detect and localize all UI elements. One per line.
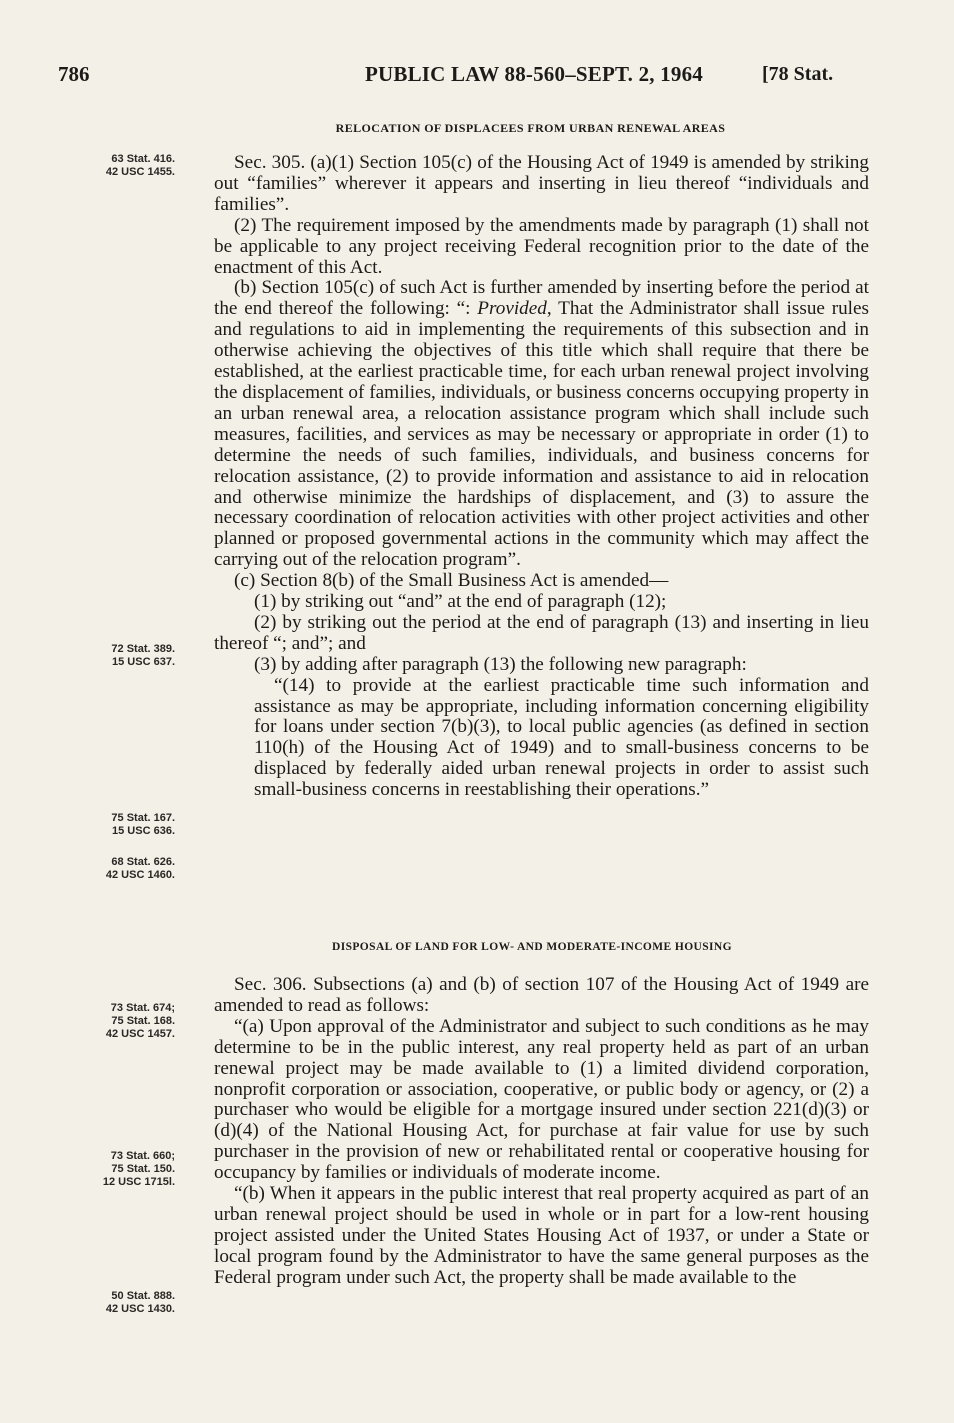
section-heading-disposal: DISPOSAL OF LAND FOR LOW- AND MODERATE-INCOME HOUSING bbox=[332, 941, 732, 953]
paragraph-306-a: “(a) Upon approval of the Administrator and subject to such conditions as he may determine to be in the public interest, any real property held as part of an urban renewal project may be made available to (1) a limited dividend corporation, nonprofit corporation or association, cooperative, or public body or agency, or (2) a purchaser who would be eligible for a mortgage insured under section 221(d)(3) or (d)(4) of the National Housing Act, for purchase at fair value for use by such purchaser in the provision of new or rehabilitated rental or cooperative housing for occupancy by families or individuals of moderate income. bbox=[214, 1015, 869, 1184]
margin-note-3: 75 Stat. 167. 15 USC 636. bbox=[111, 812, 175, 837]
paragraph-305-b-rest: , That the Administrator shall issue rules and regulations to aid in implementing the requirements of this subsection and in otherwise achieving the objectives of this title which shall require that there be established, at the earliest practicable time, for each urban renewal project involving the displacement of families, individuals, or business concerns occupying property in an urban renewal area, a relocation assistance program which shall include such measures, facilities, and services as may be necessary or appropriate in order (1) to determine the needs of such families, individuals, and business concerns for relocation assistance, (2) to provide information and assistance to aid in relocation and otherwise minimize the hardships of displacement, and (3) to assure the necessary coordination of relocation activities with other project activities and other planned or proposed governmental actions in the community which may affect the carrying out of the relocation program”. bbox=[214, 298, 869, 571]
paragraph-305-b bbox=[214, 278, 869, 571]
section-heading-relocation: RELOCATION OF DISPLACEES FROM URBAN RENEWAL AREAS bbox=[335, 121, 726, 135]
paragraph-306-b: “(b) When it appears in the public interest that real property acquired as part of an urban renewal project should be used in whole or in part for a low-rent housing project assisted under the United States Housing Act of 1937, or under a State or local program found by the Administrator to have the same general purposes as the Federal program under such Act, the property shall be made available to the bbox=[214, 1183, 869, 1288]
margin-note-6: 73 Stat. 660; 75 Stat. 150. 12 USC 1715l. bbox=[102, 1150, 175, 1188]
paragraph-305-a2: (2) The requirement imposed by the amendments made by paragraph (1) shall not be applicable to any project receiving Federal recognition prior to the date of the enactment of this Act. bbox=[214, 214, 869, 278]
paragraph-305-c1: (1) by striking out “and” at the end of paragraph (12); bbox=[254, 591, 667, 613]
margin-note-2: 72 Stat. 389. 15 USC 637. bbox=[111, 643, 175, 668]
margin-note-1: 63 Stat. 416. 42 USC 1455. bbox=[105, 153, 175, 178]
section-305-body bbox=[214, 153, 869, 801]
paragraph-305-c: (c) Section 8(b) of the Small Business Act is amended— bbox=[234, 570, 669, 592]
paragraph-305-b-start: (b) Section 105(c) of such Act is further amended by inserting before the period at the end thereof the following: “: bbox=[214, 277, 869, 320]
running-title: PUBLIC LAW 88-560–SEPT. 2, 1964 bbox=[365, 62, 703, 86]
paragraph-306-intro: Sec. 306. Subsections (a) and (b) of section 107 of the Housing Act of 1949 are amended to read as follows: bbox=[214, 974, 869, 1016]
paragraph-305-a1: Sec. 305. (a)(1) Section 105(c) of the Housing Act of 1949 is amended by striking out “families” wherever it appears and inserting in lieu thereof “individuals and families”. bbox=[214, 152, 869, 215]
section-306-body bbox=[214, 975, 869, 1289]
paragraph-305-c3: (3) by adding after paragraph (13) the following new paragraph: bbox=[254, 653, 747, 675]
paragraph-305-c2: (2) by striking out the period at the end of paragraph (13) and inserting in lieu thereof “; and”; and bbox=[214, 611, 869, 654]
provided-term: Provided bbox=[477, 298, 547, 320]
margin-note-5: 73 Stat. 674; 75 Stat. 168. 42 USC 1457. bbox=[105, 1002, 175, 1040]
margin-note-4: 68 Stat. 626. 42 USC 1460. bbox=[105, 856, 175, 881]
margin-note-7: 50 Stat. 888. 42 USC 1430. bbox=[105, 1290, 175, 1315]
page-number: 786 bbox=[58, 62, 90, 86]
paragraph-305-c14: “(14) to provide at the earliest practicable time such information and assistance as may be appropriate, including information concerning eligibility for loans under section 7(b)(3), to local public agencies (as defined in section 110(h) of the Housing Act of 1949) and to small-business concerns to be displaced by federally aided urban renewal projects in order to assist such small-business concerns in reestablishing their operations.” bbox=[254, 674, 869, 801]
statute-reference: [78 Stat. bbox=[762, 63, 834, 85]
